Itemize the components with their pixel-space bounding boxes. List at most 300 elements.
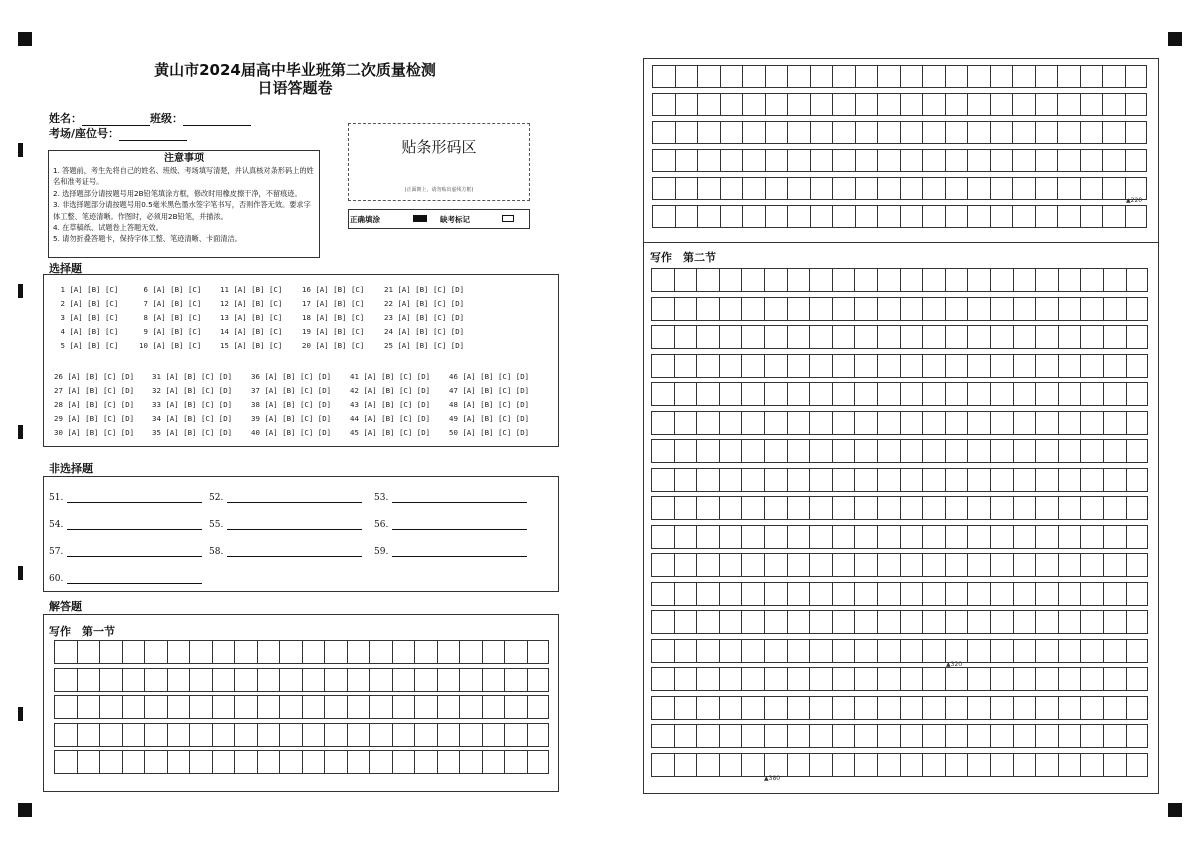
choice-question-36[interactable]: 36 [A] [B] [C] [D] [251, 372, 332, 381]
grid-cell[interactable] [764, 610, 787, 634]
grid-cell[interactable] [279, 723, 302, 747]
grid-cell[interactable] [854, 468, 877, 492]
grid-cell[interactable] [1126, 667, 1149, 691]
grid-cell[interactable] [741, 439, 764, 463]
grid-cell[interactable] [234, 640, 257, 664]
seat-field[interactable] [119, 129, 187, 141]
grid-cell[interactable] [697, 65, 720, 88]
grid-cell[interactable] [742, 65, 765, 88]
grid-cell[interactable] [877, 177, 900, 200]
grid-cell[interactable] [765, 121, 788, 144]
grid-cell[interactable] [787, 439, 810, 463]
grid-cell[interactable] [482, 750, 505, 774]
grid-cell[interactable] [696, 667, 719, 691]
grid-cell[interactable] [945, 496, 968, 520]
grid-cell[interactable] [787, 696, 810, 720]
grid-cell[interactable] [719, 468, 742, 492]
grid-cell[interactable] [697, 149, 720, 172]
grid-cell[interactable] [764, 268, 787, 292]
grid-cell[interactable] [1012, 149, 1035, 172]
grid-cell[interactable] [741, 610, 764, 634]
grid-cell[interactable] [1125, 121, 1148, 144]
grid-cell[interactable] [922, 121, 945, 144]
grid-cell[interactable] [832, 724, 855, 748]
grid-cell[interactable] [719, 553, 742, 577]
grid-cell[interactable] [900, 468, 923, 492]
grid-cell[interactable] [1058, 325, 1081, 349]
grid-cell[interactable] [719, 496, 742, 520]
grid-cell[interactable] [832, 65, 855, 88]
grid-cell[interactable] [764, 753, 787, 777]
grid-cell[interactable] [1012, 121, 1035, 144]
grid-cell[interactable] [877, 411, 900, 435]
grid-cell[interactable] [674, 582, 697, 606]
grid-cell[interactable] [54, 723, 77, 747]
grid-cell[interactable] [1035, 149, 1058, 172]
grid-cell[interactable] [1080, 177, 1103, 200]
grid-cell[interactable] [900, 205, 923, 228]
grid-cell[interactable] [651, 610, 674, 634]
choice-question-16[interactable]: 16 [A] [B] [C] [302, 285, 365, 294]
grid-cell[interactable] [527, 723, 550, 747]
grid-cell[interactable] [324, 750, 347, 774]
grid-cell[interactable] [787, 205, 810, 228]
grid-cell[interactable] [832, 297, 855, 321]
grid-cell[interactable] [922, 553, 945, 577]
grid-cell[interactable] [652, 205, 675, 228]
grid-cell[interactable] [719, 582, 742, 606]
grid-cell[interactable] [1013, 297, 1036, 321]
grid-cell[interactable] [1057, 205, 1080, 228]
grid-cell[interactable] [674, 724, 697, 748]
grid-cell[interactable] [719, 382, 742, 406]
grid-cell[interactable] [234, 750, 257, 774]
grid-cell[interactable] [832, 354, 855, 378]
grid-cell[interactable] [1080, 439, 1103, 463]
grid-cell[interactable] [945, 667, 968, 691]
writing-grid-1-continued[interactable] [652, 65, 1148, 233]
grid-cell[interactable] [809, 268, 832, 292]
grid-cell[interactable] [877, 696, 900, 720]
grid-cell[interactable] [324, 668, 347, 692]
grid-cell[interactable] [504, 695, 527, 719]
grid-cell[interactable] [719, 268, 742, 292]
grid-cell[interactable] [459, 723, 482, 747]
grid-cell[interactable] [900, 149, 923, 172]
grid-cell[interactable] [696, 411, 719, 435]
grid-cell[interactable] [990, 610, 1013, 634]
grid-cell[interactable] [1013, 268, 1036, 292]
grid-cell[interactable] [1013, 382, 1036, 406]
grid-cell[interactable] [832, 639, 855, 663]
grid-cell[interactable] [922, 525, 945, 549]
grid-cell[interactable] [810, 149, 833, 172]
grid-cell[interactable] [877, 65, 900, 88]
grid-cell[interactable] [741, 724, 764, 748]
grid-cell[interactable] [990, 639, 1013, 663]
grid-cell[interactable] [674, 268, 697, 292]
grid-cell[interactable] [1102, 121, 1125, 144]
grid-cell[interactable] [967, 93, 990, 116]
grid-cell[interactable] [482, 668, 505, 692]
grid-cell[interactable] [1080, 496, 1103, 520]
grid-cell[interactable] [810, 177, 833, 200]
grid-cell[interactable] [1103, 553, 1126, 577]
grid-cell[interactable] [1035, 325, 1058, 349]
grid-cell[interactable] [877, 639, 900, 663]
grid-cell[interactable] [1103, 354, 1126, 378]
fill-answer-line[interactable] [392, 546, 527, 557]
grid-cell[interactable] [967, 696, 990, 720]
grid-cell[interactable] [651, 382, 674, 406]
grid-cell[interactable] [854, 297, 877, 321]
grid-cell[interactable] [144, 640, 167, 664]
grid-cell[interactable] [696, 325, 719, 349]
grid-cell[interactable] [900, 411, 923, 435]
grid-cell[interactable] [990, 496, 1013, 520]
grid-cell[interactable] [922, 325, 945, 349]
grid-cell[interactable] [900, 582, 923, 606]
grid-cell[interactable] [1080, 268, 1103, 292]
grid-cell[interactable] [900, 297, 923, 321]
grid-cell[interactable] [877, 582, 900, 606]
grid-cell[interactable] [347, 750, 370, 774]
choice-question-18[interactable]: 18 [A] [B] [C] [302, 313, 365, 322]
absent-mark-box[interactable] [502, 215, 514, 222]
grid-cell[interactable] [1126, 696, 1149, 720]
grid-cell[interactable] [1125, 93, 1148, 116]
grid-cell[interactable] [1057, 93, 1080, 116]
grid-cell[interactable] [990, 667, 1013, 691]
grid-cell[interactable] [1058, 667, 1081, 691]
choice-question-41[interactable]: 41 [A] [B] [C] [D] [350, 372, 431, 381]
grid-cell[interactable] [832, 439, 855, 463]
grid-cell[interactable] [212, 640, 235, 664]
grid-cell[interactable] [741, 553, 764, 577]
grid-cell[interactable] [809, 639, 832, 663]
choice-question-50[interactable]: 50 [A] [B] [C] [D] [449, 428, 530, 437]
grid-cell[interactable] [674, 468, 697, 492]
grid-cell[interactable] [651, 297, 674, 321]
grid-cell[interactable] [1126, 639, 1149, 663]
grid-cell[interactable] [527, 640, 550, 664]
grid-cell[interactable] [764, 439, 787, 463]
grid-cell[interactable] [877, 667, 900, 691]
grid-cell[interactable] [1125, 65, 1148, 88]
grid-cell[interactable] [1103, 525, 1126, 549]
grid-cell[interactable] [189, 668, 212, 692]
grid-cell[interactable] [922, 582, 945, 606]
grid-cell[interactable] [719, 724, 742, 748]
grid-cell[interactable] [922, 411, 945, 435]
grid-cell[interactable] [720, 121, 743, 144]
grid-cell[interactable] [945, 325, 968, 349]
grid-cell[interactable] [1080, 553, 1103, 577]
grid-cell[interactable] [719, 354, 742, 378]
grid-cell[interactable] [1080, 753, 1103, 777]
grid-cell[interactable] [1080, 639, 1103, 663]
grid-cell[interactable] [1035, 696, 1058, 720]
grid-cell[interactable] [719, 297, 742, 321]
choice-question-28[interactable]: 28 [A] [B] [C] [D] [54, 400, 135, 409]
writing-grid-1[interactable] [54, 640, 550, 778]
grid-cell[interactable] [54, 640, 77, 664]
grid-cell[interactable] [854, 667, 877, 691]
choice-question-37[interactable]: 37 [A] [B] [C] [D] [251, 386, 332, 395]
grid-cell[interactable] [854, 724, 877, 748]
grid-cell[interactable] [855, 149, 878, 172]
grid-cell[interactable] [1126, 582, 1149, 606]
grid-cell[interactable] [674, 753, 697, 777]
grid-cell[interactable] [302, 640, 325, 664]
choice-question-17[interactable]: 17 [A] [B] [C] [302, 299, 365, 308]
grid-cell[interactable] [369, 723, 392, 747]
grid-cell[interactable] [1035, 724, 1058, 748]
grid-cell[interactable] [696, 610, 719, 634]
grid-cell[interactable] [742, 205, 765, 228]
grid-cell[interactable] [1013, 468, 1036, 492]
choice-question-30[interactable]: 30 [A] [B] [C] [D] [54, 428, 135, 437]
grid-cell[interactable] [696, 468, 719, 492]
grid-cell[interactable] [1102, 149, 1125, 172]
grid-cell[interactable] [234, 668, 257, 692]
grid-cell[interactable] [1103, 696, 1126, 720]
grid-cell[interactable] [1058, 411, 1081, 435]
grid-cell[interactable] [832, 325, 855, 349]
choice-question-12[interactable]: 12 [A] [B] [C] [220, 299, 283, 308]
grid-cell[interactable] [1080, 354, 1103, 378]
grid-cell[interactable] [122, 723, 145, 747]
grid-cell[interactable] [651, 325, 674, 349]
grid-cell[interactable] [1126, 610, 1149, 634]
grid-cell[interactable] [651, 525, 674, 549]
grid-cell[interactable] [257, 668, 280, 692]
grid-cell[interactable] [764, 582, 787, 606]
grid-cell[interactable] [674, 496, 697, 520]
grid-cell[interactable] [720, 149, 743, 172]
choice-question-6[interactable]: 6 [A] [B] [C] [139, 285, 202, 294]
grid-cell[interactable] [1126, 553, 1149, 577]
grid-cell[interactable] [675, 205, 698, 228]
grid-cell[interactable] [1058, 696, 1081, 720]
grid-cell[interactable] [854, 439, 877, 463]
grid-cell[interactable] [674, 439, 697, 463]
grid-cell[interactable] [1035, 468, 1058, 492]
grid-cell[interactable] [877, 382, 900, 406]
grid-cell[interactable] [1103, 610, 1126, 634]
grid-cell[interactable] [764, 411, 787, 435]
grid-cell[interactable] [855, 205, 878, 228]
grid-cell[interactable] [990, 382, 1013, 406]
fill-answer-line[interactable] [392, 492, 527, 503]
grid-cell[interactable] [900, 439, 923, 463]
grid-cell[interactable] [741, 354, 764, 378]
grid-cell[interactable] [1058, 382, 1081, 406]
grid-cell[interactable] [967, 496, 990, 520]
grid-cell[interactable] [967, 667, 990, 691]
grid-cell[interactable] [967, 382, 990, 406]
grid-cell[interactable] [1126, 496, 1149, 520]
grid-cell[interactable] [922, 382, 945, 406]
grid-cell[interactable] [877, 753, 900, 777]
grid-cell[interactable] [764, 468, 787, 492]
grid-cell[interactable] [1103, 297, 1126, 321]
choice-question-20[interactable]: 20 [A] [B] [C] [302, 341, 365, 350]
choice-question-38[interactable]: 38 [A] [B] [C] [D] [251, 400, 332, 409]
grid-cell[interactable] [990, 354, 1013, 378]
grid-cell[interactable] [787, 667, 810, 691]
grid-cell[interactable] [144, 723, 167, 747]
grid-cell[interactable] [832, 177, 855, 200]
grid-cell[interactable] [527, 695, 550, 719]
grid-cell[interactable] [877, 121, 900, 144]
grid-cell[interactable] [809, 553, 832, 577]
grid-cell[interactable] [922, 496, 945, 520]
grid-cell[interactable] [787, 93, 810, 116]
grid-cell[interactable] [527, 668, 550, 692]
grid-cell[interactable] [504, 668, 527, 692]
choice-question-13[interactable]: 13 [A] [B] [C] [220, 313, 283, 322]
grid-cell[interactable] [651, 553, 674, 577]
grid-cell[interactable] [810, 65, 833, 88]
grid-cell[interactable] [697, 93, 720, 116]
grid-cell[interactable] [392, 640, 415, 664]
grid-cell[interactable] [787, 65, 810, 88]
grid-cell[interactable] [1125, 205, 1148, 228]
grid-cell[interactable] [854, 411, 877, 435]
grid-cell[interactable] [77, 640, 100, 664]
grid-cell[interactable] [877, 468, 900, 492]
grid-cell[interactable] [787, 411, 810, 435]
grid-cell[interactable] [719, 411, 742, 435]
grid-cell[interactable] [1080, 667, 1103, 691]
grid-cell[interactable] [787, 121, 810, 144]
grid-cell[interactable] [945, 439, 968, 463]
grid-cell[interactable] [99, 695, 122, 719]
choice-question-48[interactable]: 48 [A] [B] [C] [D] [449, 400, 530, 409]
grid-cell[interactable] [1125, 149, 1148, 172]
grid-cell[interactable] [482, 723, 505, 747]
grid-cell[interactable] [1080, 724, 1103, 748]
grid-cell[interactable] [1013, 496, 1036, 520]
grid-cell[interactable] [741, 582, 764, 606]
grid-cell[interactable] [719, 610, 742, 634]
grid-cell[interactable] [392, 668, 415, 692]
grid-cell[interactable] [1126, 268, 1149, 292]
grid-cell[interactable] [809, 724, 832, 748]
grid-cell[interactable] [967, 121, 990, 144]
choice-question-5[interactable]: 5 [A] [B] [C] [56, 341, 119, 350]
grid-cell[interactable] [832, 468, 855, 492]
grid-cell[interactable] [990, 268, 1013, 292]
grid-cell[interactable] [832, 205, 855, 228]
grid-cell[interactable] [945, 93, 968, 116]
grid-cell[interactable] [1103, 753, 1126, 777]
grid-cell[interactable] [504, 640, 527, 664]
grid-cell[interactable] [675, 149, 698, 172]
grid-cell[interactable] [810, 121, 833, 144]
grid-cell[interactable] [1103, 439, 1126, 463]
grid-cell[interactable] [1080, 325, 1103, 349]
grid-cell[interactable] [651, 667, 674, 691]
grid-cell[interactable] [1080, 382, 1103, 406]
grid-cell[interactable] [967, 610, 990, 634]
grid-cell[interactable] [922, 205, 945, 228]
grid-cell[interactable] [854, 496, 877, 520]
grid-cell[interactable] [1058, 582, 1081, 606]
grid-cell[interactable] [809, 582, 832, 606]
grid-cell[interactable] [1058, 268, 1081, 292]
grid-cell[interactable] [922, 753, 945, 777]
grid-cell[interactable] [122, 668, 145, 692]
grid-cell[interactable] [900, 496, 923, 520]
choice-question-47[interactable]: 47 [A] [B] [C] [D] [449, 386, 530, 395]
grid-cell[interactable] [674, 667, 697, 691]
grid-cell[interactable] [945, 268, 968, 292]
grid-cell[interactable] [1035, 753, 1058, 777]
grid-cell[interactable] [1103, 382, 1126, 406]
grid-cell[interactable] [437, 723, 460, 747]
grid-cell[interactable] [697, 205, 720, 228]
grid-cell[interactable] [967, 582, 990, 606]
grid-cell[interactable] [696, 753, 719, 777]
grid-cell[interactable] [1058, 724, 1081, 748]
grid-cell[interactable] [741, 325, 764, 349]
grid-cell[interactable] [369, 668, 392, 692]
grid-cell[interactable] [720, 93, 743, 116]
grid-cell[interactable] [809, 325, 832, 349]
fill-answer-line[interactable] [67, 573, 202, 584]
grid-cell[interactable] [945, 121, 968, 144]
grid-cell[interactable] [1058, 297, 1081, 321]
grid-cell[interactable] [900, 382, 923, 406]
grid-cell[interactable] [967, 639, 990, 663]
grid-cell[interactable] [324, 640, 347, 664]
grid-cell[interactable] [1103, 325, 1126, 349]
grid-cell[interactable] [967, 325, 990, 349]
grid-cell[interactable] [764, 525, 787, 549]
grid-cell[interactable] [77, 668, 100, 692]
grid-cell[interactable] [1058, 753, 1081, 777]
fill-answer-line[interactable] [227, 546, 362, 557]
grid-cell[interactable] [392, 723, 415, 747]
grid-cell[interactable] [302, 668, 325, 692]
grid-cell[interactable] [651, 439, 674, 463]
grid-cell[interactable] [1102, 205, 1125, 228]
choice-question-31[interactable]: 31 [A] [B] [C] [D] [152, 372, 233, 381]
grid-cell[interactable] [212, 668, 235, 692]
grid-cell[interactable] [696, 354, 719, 378]
grid-cell[interactable] [854, 582, 877, 606]
grid-cell[interactable] [1103, 667, 1126, 691]
choice-question-40[interactable]: 40 [A] [B] [C] [D] [251, 428, 332, 437]
grid-cell[interactable] [967, 177, 990, 200]
grid-cell[interactable] [1126, 468, 1149, 492]
grid-cell[interactable] [922, 177, 945, 200]
grid-cell[interactable] [122, 695, 145, 719]
choice-question-43[interactable]: 43 [A] [B] [C] [D] [350, 400, 431, 409]
grid-cell[interactable] [54, 750, 77, 774]
grid-cell[interactable] [967, 354, 990, 378]
grid-cell[interactable] [854, 696, 877, 720]
grid-cell[interactable] [855, 65, 878, 88]
grid-cell[interactable] [967, 65, 990, 88]
grid-cell[interactable] [1057, 121, 1080, 144]
grid-cell[interactable] [922, 468, 945, 492]
grid-cell[interactable] [900, 325, 923, 349]
grid-cell[interactable] [189, 750, 212, 774]
choice-question-39[interactable]: 39 [A] [B] [C] [D] [251, 414, 332, 423]
